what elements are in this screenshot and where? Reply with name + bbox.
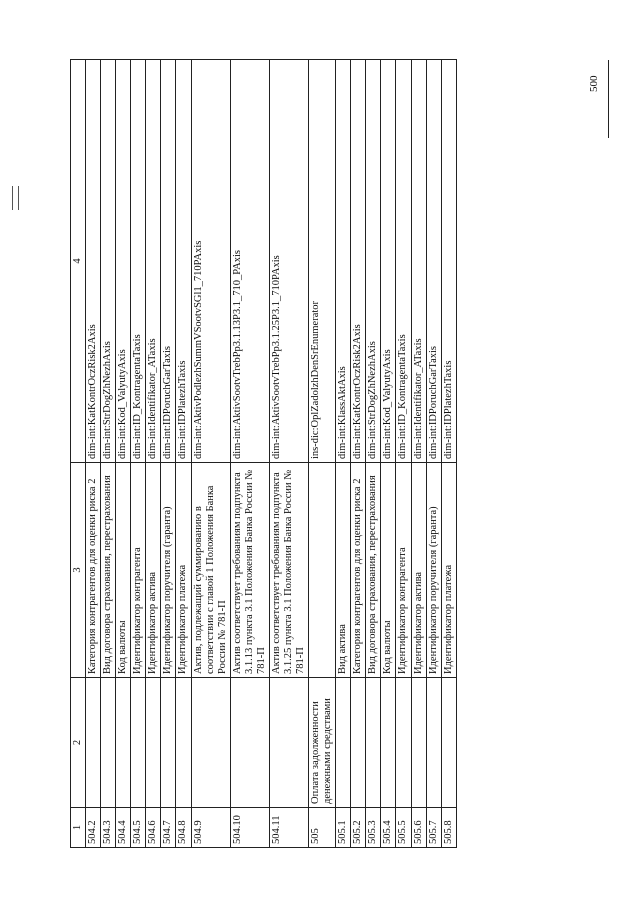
cell-desc <box>309 463 336 678</box>
table-row <box>230 60 269 848</box>
cell-code: dim-int:KatKontrOczRisk2Axis <box>351 60 366 463</box>
cell-desc: Идентификатор платежа <box>441 463 456 678</box>
cell-desc: Код валюты <box>116 463 131 678</box>
cell-code: dim-int:IDPoruchGarTaxis <box>426 60 441 463</box>
cell-code: dim-int:IDPoruchGarTaxis <box>161 60 176 463</box>
cell-name <box>176 678 191 808</box>
cell-num: 505.7 <box>426 808 441 848</box>
table-row <box>411 60 426 848</box>
cell-num: 505.6 <box>411 808 426 848</box>
cell-name <box>441 678 456 808</box>
table-row <box>351 60 366 848</box>
cell-code: dim-int:StrDogZhNezhAxis <box>366 60 381 463</box>
cell-name <box>146 678 161 808</box>
cell-desc: Идентификатор контрагента <box>396 463 411 678</box>
cell-name <box>191 678 230 808</box>
cell-code: ins-dic:OplZadolzhDenSrEnumerator <box>309 60 336 463</box>
table-row <box>426 60 441 848</box>
cell-desc: Идентификатор поручителя (гаранта) <box>161 463 176 678</box>
table-row <box>116 60 131 848</box>
table-row <box>191 60 230 848</box>
table-row <box>309 60 336 848</box>
cell-name <box>411 678 426 808</box>
table-row <box>441 60 456 848</box>
cell-num: 505.4 <box>381 808 396 848</box>
cell-code: dim-int:AktivSootvTrebPp3.1.25P3.1_710PAxis <box>269 60 308 463</box>
cell-name <box>101 678 116 808</box>
table-row <box>131 60 146 848</box>
table-row <box>176 60 191 848</box>
cell-num: 505.8 <box>441 808 456 848</box>
cell-code: dim-int:IDPlatezhTaxis <box>176 60 191 463</box>
cell-code: dim-int:Identifikator_ATaxis <box>411 60 426 463</box>
cell-name <box>86 678 101 808</box>
cell-desc: Актив, подлежащий суммированию в соответствии с главой 1 Положения Банка России № 781-П <box>191 463 230 678</box>
cell-name <box>381 678 396 808</box>
table-row <box>269 60 308 848</box>
cell-name <box>269 678 308 808</box>
data-table <box>70 59 457 848</box>
cell-code: dim-int:AktivPodlezhSummVSootvSGl1_710PAxis <box>191 60 230 463</box>
cell-desc: Код валюты <box>381 463 396 678</box>
cell-desc: Идентификатор платежа <box>176 463 191 678</box>
table-row <box>101 60 116 848</box>
header-cell: 3 <box>71 463 86 678</box>
cell-name <box>230 678 269 808</box>
cell-num: 505.3 <box>366 808 381 848</box>
table-row <box>336 60 351 848</box>
cell-code: dim-int:StrDogZhNezhAxis <box>101 60 116 463</box>
corner-mark <box>12 186 13 210</box>
cell-code: dim-int:KlassAktAxis <box>336 60 351 463</box>
cell-desc: Идентификатор актива <box>146 463 161 678</box>
cell-num: 504.8 <box>176 808 191 848</box>
cell-desc: Актив соответствует требованиям подпункта 3.1.25 пункта 3.1 Положения Банка России № 781-П <box>269 463 308 678</box>
cell-num: 504.10 <box>230 808 269 848</box>
cell-num: 504.7 <box>161 808 176 848</box>
cell-desc: Актив соответствует требованиям подпункта 3.1.13 пункта 3.1 Положения Банка России № 781-П <box>230 463 269 678</box>
rotated-table-wrapper <box>70 60 618 848</box>
table-row <box>161 60 176 848</box>
cell-name <box>396 678 411 808</box>
cell-name <box>116 678 131 808</box>
cell-name <box>366 678 381 808</box>
table-row <box>86 60 101 848</box>
cell-num: 504.4 <box>116 808 131 848</box>
table-row <box>366 60 381 848</box>
table-row <box>146 60 161 848</box>
cell-name <box>426 678 441 808</box>
page-number: 500 <box>588 75 600 92</box>
cell-desc: Идентификатор контрагента <box>131 463 146 678</box>
cell-code: dim-int:Kod_ValyutyAxis <box>381 60 396 463</box>
header-cell: 2 <box>71 678 86 808</box>
cell-desc: Идентификатор актива <box>411 463 426 678</box>
cell-name: Оплата задолженности денежными средствами <box>309 678 336 808</box>
cell-num: 504.11 <box>269 808 308 848</box>
cell-num: 504.6 <box>146 808 161 848</box>
cell-desc: Идентификатор поручителя (гаранта) <box>426 463 441 678</box>
header-row <box>71 60 86 848</box>
table-row <box>381 60 396 848</box>
cell-name <box>131 678 146 808</box>
cell-num: 504.2 <box>86 808 101 848</box>
cell-num: 505.1 <box>336 808 351 848</box>
cell-num: 504.3 <box>101 808 116 848</box>
cell-name <box>351 678 366 808</box>
cell-num: 505.2 <box>351 808 366 848</box>
header-cell: 1 <box>71 808 86 848</box>
cell-code: dim-int:Identifikator_ATaxis <box>146 60 161 463</box>
cell-num: 505.5 <box>396 808 411 848</box>
corner-mark <box>18 186 19 210</box>
cell-code: dim-int:Kod_ValyutyAxis <box>116 60 131 463</box>
table-row <box>396 60 411 848</box>
cell-name <box>161 678 176 808</box>
cell-num: 505 <box>309 808 336 848</box>
cell-name <box>336 678 351 808</box>
cell-code: dim-int:IDPlatezhTaxis <box>441 60 456 463</box>
cell-code: dim-int:ID_KontragentaTaxis <box>396 60 411 463</box>
cell-code: dim-int:ID_KontragentaTaxis <box>131 60 146 463</box>
cell-desc: Категория контрагентов для оценки риска 2 <box>86 463 101 678</box>
cell-code: dim-int:AktivSootvTrebPp3.1.13P3.1_710_PAxis <box>230 60 269 463</box>
cell-desc: Вид договора страхования, перестрахования <box>366 463 381 678</box>
cell-num: 504.9 <box>191 808 230 848</box>
cell-desc: Вид договора страхования, перестрахования <box>101 463 116 678</box>
header-cell: 4 <box>71 60 86 463</box>
cell-desc: Вид актива <box>336 463 351 678</box>
cell-code: dim-int:KatKontrOczRisk2Axis <box>86 60 101 463</box>
cell-num: 504.5 <box>131 808 146 848</box>
cell-desc: Категория контрагентов для оценки риска 2 <box>351 463 366 678</box>
